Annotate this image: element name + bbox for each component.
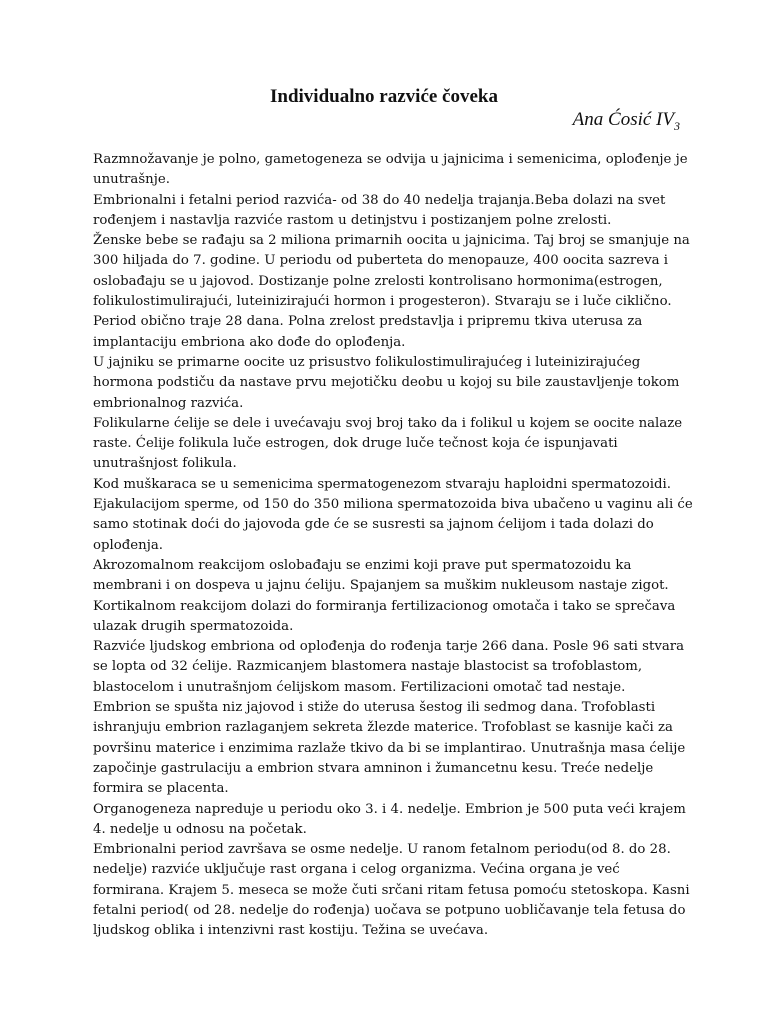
- paragraph: Organogeneza napreduje u periodu oko 3. i 4. nedelje. Embrion je 500 puta veći krajem 4. nedelje u odnosu na početak.: [93, 801, 686, 837]
- document-title: Individualno razviće čoveka: [269, 86, 498, 107]
- paragraph: Folikularne ćelije se dele i uvećavaju svoj broj tako da i folikul u kojem se oocite nalaze raste. Ćelije folikula luče estrogen, dok druge luče tečnost koja će ispunjavati unutrašnjost folikula.: [93, 415, 683, 472]
- paragraph: Embrion se spušta niz jajovod i stiže do uterusa šestog ili sedmog dana. Trofoblasti ishranjuju embrion razlaganjem sekreta žlezde materice. Trofoblast se kasnije kači za površinu materice i enzimima razlaže tkivo da bi se implantirao. Unutrašnja masa ćelije započinje gastrulaciju a embrion stvara amninon i žumancetnu kesu. Treće nedelje formira se placenta.: [93, 700, 686, 797]
- paragraph: U jajniku se primarne oocite uz prisustvo folikulostimulirajućeg i luteinizirajućeg hormona podstiču da nastave prvu mejotičku deobu u kojoj su bile zaustavljenje tokom embrionalnog razvića.: [93, 354, 680, 411]
- paragraph: Embrionalni i fetalni period razvića- od 38 do 40 nedelja trajanja.Beba dolazi na svet rođenjem i nastavlja razviće rastom u detinjstvu i postizanjem polne zrelosti.: [93, 192, 666, 228]
- document-body: [93, 150, 693, 942]
- author-name: Ana Ćosić IV: [572, 109, 674, 130]
- paragraph: Razviće ljudskog embriona od oplođenja do rođenja tarje 266 dana. Posle 96 sati stvara se lopta od 32 ćelije. Razmicanjem blastomera nastaje blastocist sa trofoblastom, blastocelom i unutrašnjom ćelijskom masom. Fertilizacioni omotač tad nestaje.: [93, 639, 685, 695]
- author-class-subscript: 3: [674, 118, 680, 133]
- paragraph: Ženske bebe se rađaju sa 2 miliona primarnih oocita u jajnicima. Taj broj se smanjuje na 300 hiljada do 7. godine. U periodu od puberteta do menopauze, 400 oocita sazreva i oslobađaju se u jajovod. Dostizanje polne zrelosti kontrolisano hormonima(estrogen, folikulostimulirajući, luteinizirajući hormon i progesteron). Stvaraju se i luče ciklično. Period obično traje 28 dana. Polna zrelost predstavlja i pripremu tkiva uterusa za implantaciju embriona ako dođe do oplođenja.: [93, 233, 690, 350]
- paragraph: Embrionalni period završava se osme nedelje. U ranom fetalnom periodu(od 8. do 28. nedelje) razviće uključuje rast organa i celog organizma. Većina organa je već formirana. Krajem 5. meseca se može čuti srčani ritam fetusa pomoću stetoskopa. Kasni fetalni period( od 28. nedelje do rođenja) uočava se potpuno uobličavanje tela fetusa do ljudskog oblika i intenzivni rast kostiju. Težina se uvećava.: [93, 842, 690, 939]
- paragraph: Razmnožavanje je polno, gametogeneza se odvija u jajnicima i semenicima, oplođenje je unutrašnje.: [93, 152, 688, 188]
- document-author: [573, 109, 680, 134]
- paragraph: Akrozomalnom reakcijom oslobađaju se enzimi koji prave put spermatozoidu ka membrani i on dospeva u jajnu ćeliju. Spajanjem sa muškim nukleusom nastaje zigot. Kortikalnom reakcijom dolazi do formiranja fertilizacionog omotača i tako se sprečava ulazak drugih spermatozoida.: [93, 557, 676, 634]
- paragraph: Kod muškaraca se u semenicima spermatogenezom stvaraju haploidni spermatozoidi. Ejakulacijom sperme, od 150 do 350 miliona spermatozoida biva ubačeno u vaginu ali će samo stotinak doći do jajovoda gde će se susresti sa jajnom ćelijom i tada dolazi do oplođenja.: [93, 476, 693, 553]
